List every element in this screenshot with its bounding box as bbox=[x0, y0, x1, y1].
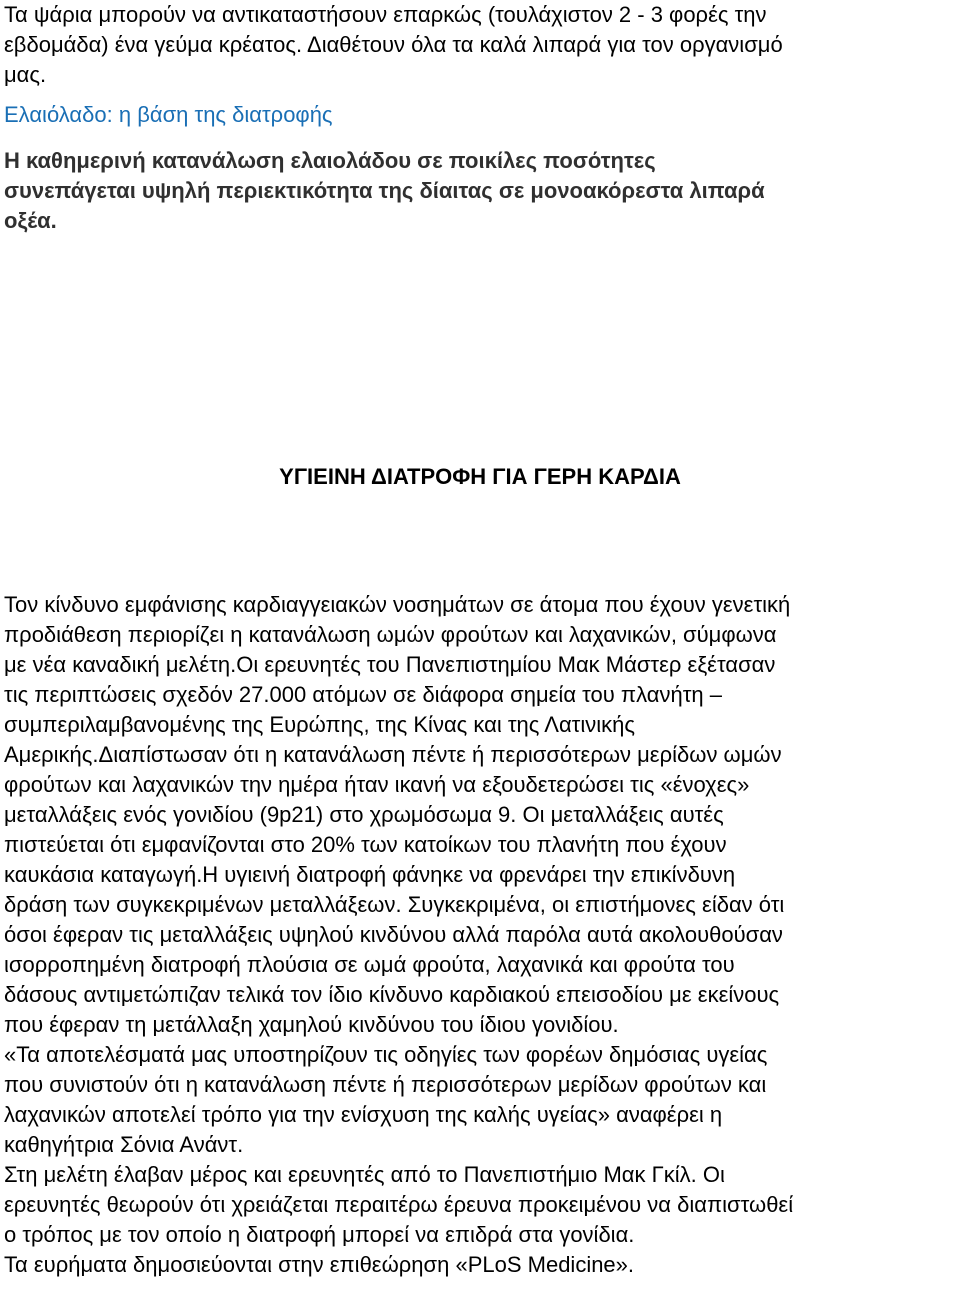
article-line-20: Στη μελέτη έλαβαν μέρος και ερευνητές από το Πανεπιστήμιο Μακ Γκίλ. Οι bbox=[4, 1162, 725, 1187]
intro-line-2: εβδομάδα) ένα γεύμα κρέατος. Διαθέτουν όλα τα καλά λιπαρά για τον οργανισμό bbox=[4, 32, 783, 57]
olive-oil-line-3: οξέα. bbox=[4, 208, 57, 233]
article-line-2: προδιάθεση περιορίζει η κατανάλωση ωμών φρούτων και λαχανικών, σύμφωνα bbox=[4, 622, 777, 647]
article-line-10: καυκάσια καταγωγή.Η υγιεινή διατροφή φάνηκε να φρενάρει την επικίνδυνη bbox=[4, 862, 736, 887]
article-line-1: Τον κίνδυνο εμφάνισης καρδιαγγειακών νοσημάτων σε άτομα που έχουν γενετική bbox=[4, 592, 791, 617]
article-line-5: συμπεριλαμβανομένης της Ευρώπης, της Κίνας και της Λατινικής bbox=[4, 712, 635, 737]
article-line-17: που συνιστούν ότι η κατανάλωση πέντε ή περισσότερων μερίδων φρούτων και bbox=[4, 1072, 767, 1097]
article-line-12: όσοι έφεραν τις μεταλλάξεις υψηλού κινδύνου αλλά παρόλα αυτά ακολουθούσαν bbox=[4, 922, 783, 947]
article-line-8: μεταλλάξεις ενός γονιδίου (9p21) στο χρωμόσωμα 9. Οι μεταλλάξεις αυτές bbox=[4, 802, 724, 827]
intro-line-1: Τα ψάρια μπορούν να αντικαταστήσουν επαρκώς (τουλάχιστον 2 - 3 φορές την bbox=[4, 2, 767, 27]
article-line-16: «Τα αποτελέσματά μας υποστηρίζουν τις οδηγίες των φορέων δημόσιας υγείας bbox=[4, 1042, 768, 1067]
article-line-23: Τα ευρήματα δημοσιεύονται στην επιθεώρηση «PLoS Medicine». bbox=[4, 1252, 635, 1277]
intro-line-3: μας. bbox=[4, 62, 47, 87]
olive-oil-title: Ελαιόλαδο: η βάση της διατροφής bbox=[4, 102, 333, 127]
article-line-22: ο τρόπος με τον οποίο η διατροφή μπορεί να επιδρά στα γονίδια. bbox=[4, 1222, 635, 1247]
article-line-11: δράση των συγκεκριμένων μεταλλάξεων. Συγκεκριμένα, οι επιστήμονες είδαν ότι bbox=[4, 892, 785, 917]
article-heading: ΥΓΙΕΙΝΗ ΔΙΑΤΡΟΦΗ ΓΙΑ ΓΕΡΗ ΚΑΡΔΙΑ bbox=[279, 464, 681, 489]
article-line-18: λαχανικών αποτελεί τρόπο για την ενίσχυση της καλής υγείας» αναφέρει η bbox=[4, 1102, 723, 1127]
article-line-3: με νέα καναδική μελέτη.Οι ερευνητές του Πανεπιστημίου Μακ Μάστερ εξέτασαν bbox=[4, 652, 776, 677]
olive-oil-line-2: συνεπάγεται υψηλή περιεκτικότητα της δίαιτας σε μονοακόρεστα λιπαρά bbox=[4, 178, 765, 203]
article-line-19: καθηγήτρια Σόνια Ανάντ. bbox=[4, 1132, 244, 1157]
olive-oil-line-1: Η καθημερινή κατανάλωση ελαιολάδου σε ποικίλες ποσότητες bbox=[4, 148, 656, 173]
article-line-21: ερευνητές θεωρούν ότι χρειάζεται περαιτέρω έρευνα προκειμένου να διαπιστωθεί bbox=[4, 1192, 794, 1217]
article-line-7: φρούτων και λαχανικών την ημέρα ήταν ικανή να εξουδετερώσει τις «ένοχες» bbox=[4, 772, 750, 797]
article-line-14: δάσους αντιμετώπιζαν τελικά τον ίδιο κίνδυνο καρδιακού επεισοδίου με εκείνους bbox=[4, 982, 780, 1007]
article-line-13: ισορροπημένη διατροφή πλούσια σε ωμά φρούτα, λαχανικά και φρούτα του bbox=[4, 952, 735, 977]
article-line-9: πιστεύεται ότι εμφανίζονται στο 20% των κατοίκων του πλανήτη που έχουν bbox=[4, 832, 727, 857]
article-line-6: Αμερικής.Διαπίστωσαν ότι η κατανάλωση πέντε ή περισσότερων μερίδων ωμών bbox=[4, 742, 782, 767]
article-line-15: που έφεραν τη μετάλλαξη χαμηλού κινδύνου του ίδιου γονιδίου. bbox=[4, 1012, 619, 1037]
article-line-4: τις περιπτώσεις σχεδόν 27.000 ατόμων σε διάφορα σημεία του πλανήτη – bbox=[4, 682, 722, 707]
